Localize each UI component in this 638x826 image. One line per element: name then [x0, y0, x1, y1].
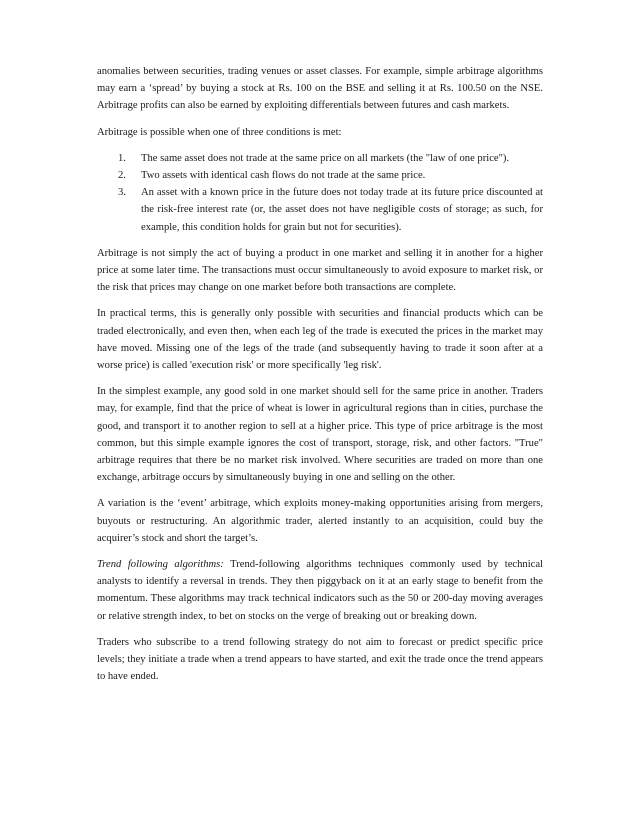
paragraph-arbitrage-anomalies: anomalies between securities, trading venues or asset classes. For example, simple arbitrage algorithms may earn a ‘spread’ by buying a stock at Rs. 100 on the BSE and selling it at Rs. 100.50 on the NSE. Arbitrage profits can also be earned by exploiting differentials between futures and cash markets.: [97, 66, 543, 112]
list-item-text: An asset with a known price in the future does not today trade at its future price discounted at the risk-free interest rate (or, the asset does not have negligible costs of storage; as such, for example, this condition holds for grain but not for securities).: [141, 187, 543, 233]
paragraph-event-arbitrage: A variation is the ‘event’ arbitrage, which exploits money-making opportunities arising from mergers, buyouts or restructuring. An algorithmic trader, alerted instantly to an acquisition, could buy the acquirer’s stock and short the target’s.: [97, 498, 543, 544]
list-item: [97, 167, 543, 184]
paragraph-trend-traders: Traders who subscribe to a trend following strategy do not aim to forecast or predict specific price levels; they initiate a trade when a trend appears to have started, and exit the trade once the trend appears to have ended.: [97, 636, 543, 683]
list-item: [97, 150, 543, 167]
document-page: [97, 63, 543, 695]
trend-following-heading: Trend following algorithms:: [97, 559, 224, 571]
list-item-number: 2.: [118, 170, 126, 182]
paragraph-simplest-example: In the simplest example, any good sold in one market should sell for the same price in another. Traders may, for example, find that the price of wheat is lower in agricultural regions than in cities, purchase the good, and transport it to another region to sell at a higher price. This type of price arbitrage is the most common, but this simple example ignores the cost of transport, storage, risk, and other factors. "True" arbitrage requires that there be no market risk involved. Where securities are traded on more than one exchange, arbitrage occurs by simultaneously buying in one and selling on the other.: [97, 386, 543, 484]
paragraph-arbitrage-conditions-intro: Arbitrage is possible when one of three conditions is met:: [97, 126, 342, 138]
conditions-list: [97, 150, 543, 236]
trend-following-body: Trend-following algorithms techniques commonly used by technical analysts to identify a reversal in trends. They then piggyback on it at an early stage to benefit from the momentum. These algorithms may track technical indicators such as the 50 or 200-day moving averages or relative strength index, to bet on stocks on the verge of breaking out or breaking down.: [97, 559, 543, 622]
list-item-number: 3.: [118, 187, 126, 199]
list-item-text: The same asset does not trade at the same price on all markets (the "law of one price").: [141, 152, 510, 164]
list-item: [97, 184, 543, 236]
paragraph-trend-following: [97, 556, 543, 625]
list-item-number: 1.: [118, 152, 126, 164]
list-item-text: Two assets with identical cash flows do not trade at the same price.: [141, 170, 426, 182]
paragraph-simultaneous-transactions: Arbitrage is not simply the act of buying a product in one market and selling it in another for a higher price at some later time. The transactions must occur simultaneously to avoid exposure to market risk, or the risk that prices may change on one market before both transactions are complete.: [97, 247, 543, 294]
paragraph-execution-risk: In practical terms, this is generally only possible with securities and financial products which can be traded electronically, and even then, when each leg of the trade is executed the prices in the market may have moved. Missing one of the legs of the trade (and subsequently having to trade it soon after at a worse price) is called 'execution risk' or more specifically 'leg risk'.: [97, 308, 543, 372]
